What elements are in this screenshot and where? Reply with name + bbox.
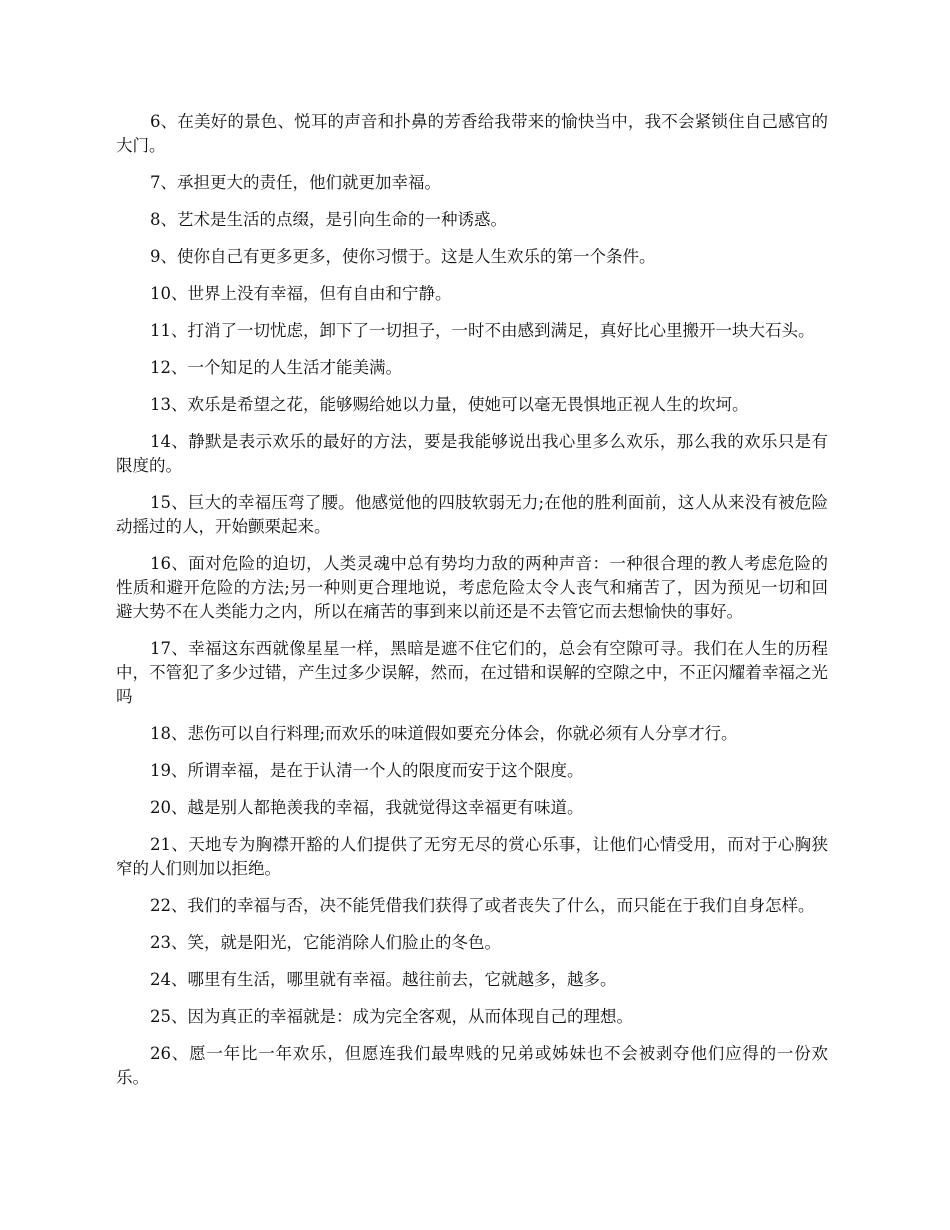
paragraph-26: 26、愿一年比一年欢乐，但愿连我们最卑贱的兄弟或姊妹也不会被剥夺他们应得的一份欢乐。 [116, 1044, 828, 1087]
paragraph-19: 19、所谓幸福，是在于认清一个人的限度而安于这个限度。 [150, 761, 584, 780]
paragraph-25: 25、因为真正的幸福就是：成为完全客观，从而体现自己的理想。 [150, 1007, 633, 1026]
paragraph-23: 23、笑，就是阳光，它能消除人们脸止的冬色。 [150, 933, 501, 952]
paragraph-24: 24、哪里有生活，哪里就有幸福。越往前去，它就越多，越多。 [150, 970, 617, 989]
paragraph-10: 10、世界上没有幸福，但有自由和宁静。 [150, 284, 452, 303]
paragraph-14: 14、静默是表示欢乐的最好的方法，要是我能够说出我心里多么欢乐，那么我的欢乐只是有限度的。 [116, 432, 828, 475]
paragraph-21: 21、天地专为胸襟开豁的人们提供了无穷无尽的赏心乐事，让他们心情受用，而对于心胸狭窄的人们则加以拒绝。 [116, 835, 828, 878]
paragraph-12: 12、一个知足的人生活才能美满。 [150, 358, 402, 377]
paragraph-11: 11、打消了一切忧虑，卸下了一切担子，一时不由感到满足，真好比心里搬开一块大石头。 [150, 321, 815, 340]
paragraph-17: 17、幸福这东西就像星星一样，黑暗是遮不住它们的，总会有空隙可寻。我们在人生的历程中，不管犯了多少过错，产生过多少误解，然而，在过错和误解的空隙之中，不正闪耀着幸福之光吗 [116, 639, 828, 706]
paragraph-6: 6、在美好的景色、悦耳的声音和扑鼻的芳香给我带来的愉快当中，我不会紧锁住自己感官的大门。 [116, 112, 828, 155]
document-body [116, 110, 828, 1103]
paragraph-15: 15、巨大的幸福压弯了腰。他感觉他的四肢软弱无力;在他的胜利面前，这人从来没有被危险动摇过的人，开始颤栗起来。 [116, 493, 828, 536]
paragraph-9: 9、使你自己有更多更多，使你习惯于。这是人生欢乐的第一个条件。 [150, 247, 656, 266]
paragraph-7: 7、承担更大的责任，他们就更加幸福。 [150, 173, 441, 192]
paragraph-13: 13、欢乐是希望之花，能够赐给她以力量，使她可以毫无畏惧地正视人生的坎坷。 [150, 395, 749, 414]
paragraph-8: 8、艺术是生活的点缀，是引向生命的一种诱惑。 [150, 210, 507, 229]
paragraph-16: 16、面对危险的迫切，人类灵魂中总有势均力敌的两种声音：一种很合理的教人考虑危险的性质和避开危险的方法;另一种则更合理地说，考虑危险太令人丧气和痛苦了，因为预见一切和回避大势不在人类能力之内，所以在痛苦的事到来以前还是不去管它而去想愉快的事好。 [116, 554, 828, 621]
paragraph-18: 18、悲伤可以自行料理;而欢乐的味道假如要充分体会，你就必须有人分享才行。 [150, 724, 738, 743]
paragraph-22: 22、我们的幸福与否，决不能凭借我们获得了或者丧失了什么，而只能在于我们自身怎样。 [150, 896, 815, 915]
paragraph-20: 20、越是别人都艳羡我的幸福，我就觉得这幸福更有味道。 [150, 798, 584, 817]
